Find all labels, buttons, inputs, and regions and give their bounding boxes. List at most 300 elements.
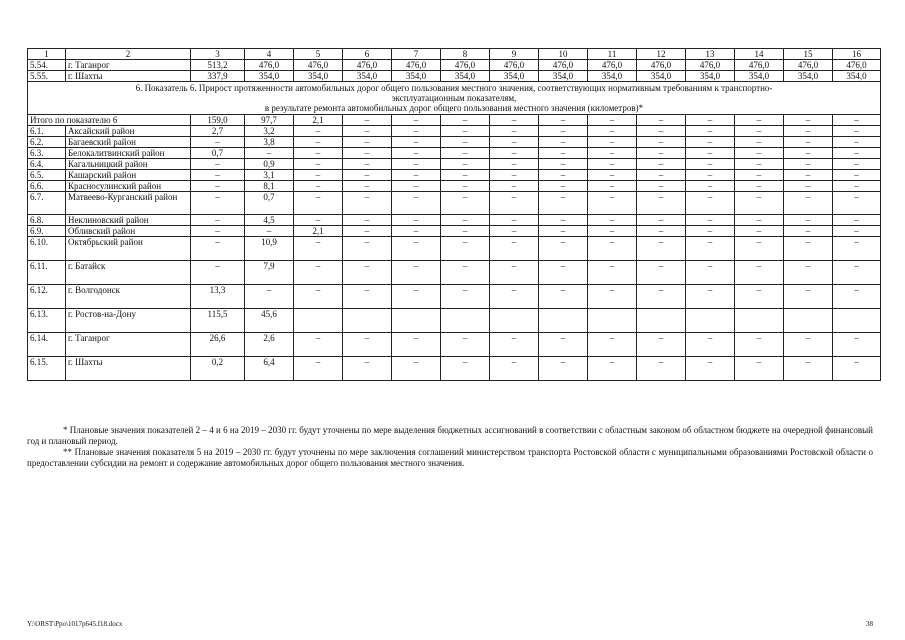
value-cell: – — [588, 159, 637, 170]
value-cell: – — [245, 226, 294, 237]
value-cell: – — [490, 181, 539, 192]
value-cell: – — [392, 333, 441, 357]
value-cell: – — [784, 192, 833, 215]
value-cell: – — [294, 159, 343, 170]
value-cell: – — [392, 357, 441, 381]
value-cell: – — [490, 192, 539, 215]
value-cell: – — [343, 215, 392, 226]
row-name: Белокалитвинский район — [66, 148, 191, 159]
value-cell: – — [490, 261, 539, 285]
value-cell: – — [833, 237, 881, 261]
row-name: Аксайский район — [66, 126, 191, 137]
value-cell: – — [490, 333, 539, 357]
value-cell: – — [735, 115, 784, 126]
value-cell: – — [191, 170, 245, 181]
value-cell: – — [294, 170, 343, 181]
row-number: 6.9. — [28, 226, 66, 237]
row-number: 6.12. — [28, 285, 66, 309]
value-cell: – — [735, 159, 784, 170]
value-cell: – — [441, 261, 490, 285]
value-cell: – — [637, 226, 686, 237]
value-cell: – — [686, 115, 735, 126]
value-cell: – — [539, 285, 588, 309]
value-cell: – — [588, 285, 637, 309]
value-cell: – — [294, 137, 343, 148]
row-number: 6.2. — [28, 137, 66, 148]
column-number: 2 — [66, 49, 191, 60]
column-number: 16 — [833, 49, 881, 60]
value-cell: – — [343, 115, 392, 126]
value-cell: 7,9 — [245, 261, 294, 285]
value-cell: – — [588, 215, 637, 226]
value-cell: – — [539, 126, 588, 137]
value-cell — [539, 309, 588, 333]
table-row — [28, 192, 881, 215]
value-cell: – — [343, 261, 392, 285]
value-cell: – — [735, 285, 784, 309]
value-cell: – — [833, 285, 881, 309]
row-number: 6.5. — [28, 170, 66, 181]
row-name: г. Таганрог — [66, 333, 191, 357]
table-row — [28, 309, 881, 333]
value-cell: – — [392, 181, 441, 192]
value-cell: – — [490, 137, 539, 148]
value-cell: – — [441, 148, 490, 159]
value-cell: – — [833, 137, 881, 148]
column-number: 14 — [735, 49, 784, 60]
column-number: 1 — [28, 49, 66, 60]
column-number: 9 — [490, 49, 539, 60]
value-cell: – — [784, 148, 833, 159]
value-cell — [637, 309, 686, 333]
value-cell: 476,0 — [490, 60, 539, 71]
value-cell: – — [490, 237, 539, 261]
value-cell: – — [588, 226, 637, 237]
table-row — [28, 237, 881, 261]
value-cell: – — [637, 181, 686, 192]
value-cell: – — [392, 285, 441, 309]
value-cell: – — [735, 137, 784, 148]
value-cell: – — [343, 126, 392, 137]
value-cell: – — [539, 137, 588, 148]
value-cell: – — [294, 126, 343, 137]
value-cell: 476,0 — [343, 60, 392, 71]
value-cell: – — [784, 261, 833, 285]
row-name: Кашарский район — [66, 170, 191, 181]
value-cell: 45,6 — [245, 309, 294, 333]
section-title-line: в результате ремонта автомобильных дорог общего пользования местного значения (километров)* — [264, 103, 644, 113]
value-cell: – — [490, 126, 539, 137]
value-cell: – — [637, 357, 686, 381]
value-cell: – — [539, 170, 588, 181]
row-number: 6.11. — [28, 261, 66, 285]
value-cell: – — [637, 159, 686, 170]
row-number: 6.15. — [28, 357, 66, 381]
column-number: 6 — [343, 49, 392, 60]
value-cell: – — [294, 261, 343, 285]
row-name: г. Шахты — [66, 71, 191, 82]
value-cell: – — [441, 126, 490, 137]
value-cell — [490, 309, 539, 333]
value-cell: – — [637, 215, 686, 226]
value-cell: – — [191, 181, 245, 192]
value-cell: – — [686, 215, 735, 226]
value-cell: – — [294, 148, 343, 159]
value-cell: 2,1 — [294, 226, 343, 237]
table-row — [28, 357, 881, 381]
row-number: 6.6. — [28, 181, 66, 192]
value-cell: – — [343, 357, 392, 381]
section-title-line: эксплуатационным показателям, — [391, 93, 517, 103]
value-cell: 476,0 — [294, 60, 343, 71]
value-cell: – — [441, 192, 490, 215]
value-cell: 159,0 — [191, 115, 245, 126]
value-cell: – — [588, 170, 637, 181]
value-cell: – — [490, 148, 539, 159]
value-cell: 476,0 — [686, 60, 735, 71]
value-cell: 354,0 — [539, 71, 588, 82]
value-cell: – — [686, 333, 735, 357]
value-cell: – — [343, 181, 392, 192]
value-cell: – — [686, 148, 735, 159]
value-cell: 337,9 — [191, 71, 245, 82]
total-label: Итого по показателю 6 — [28, 115, 191, 126]
value-cell: – — [735, 215, 784, 226]
row-name: Багаевский район — [66, 137, 191, 148]
value-cell: – — [686, 137, 735, 148]
value-cell: – — [392, 261, 441, 285]
table-row — [28, 261, 881, 285]
value-cell: – — [686, 192, 735, 215]
value-cell: – — [833, 261, 881, 285]
value-cell: – — [784, 226, 833, 237]
value-cell — [833, 309, 881, 333]
value-cell: – — [686, 170, 735, 181]
column-number: 7 — [392, 49, 441, 60]
value-cell: – — [588, 192, 637, 215]
value-cell: 354,0 — [784, 71, 833, 82]
value-cell: – — [637, 261, 686, 285]
value-cell: – — [784, 333, 833, 357]
value-cell — [343, 309, 392, 333]
value-cell: 0,9 — [245, 159, 294, 170]
row-name: г. Батайск — [66, 261, 191, 285]
value-cell: – — [588, 357, 637, 381]
value-cell: 354,0 — [833, 71, 881, 82]
value-cell: – — [588, 181, 637, 192]
value-cell: – — [490, 159, 539, 170]
value-cell: 354,0 — [637, 71, 686, 82]
value-cell: 354,0 — [441, 71, 490, 82]
value-cell — [294, 309, 343, 333]
value-cell: – — [343, 192, 392, 215]
value-cell: – — [343, 148, 392, 159]
value-cell: – — [441, 226, 490, 237]
value-cell: – — [588, 115, 637, 126]
column-number: 12 — [637, 49, 686, 60]
value-cell: – — [588, 237, 637, 261]
total-row — [28, 115, 881, 126]
table-row — [28, 285, 881, 309]
row-name: Обливский район — [66, 226, 191, 237]
value-cell: – — [686, 159, 735, 170]
value-cell: – — [441, 333, 490, 357]
column-number: 4 — [245, 49, 294, 60]
value-cell: – — [686, 357, 735, 381]
value-cell: – — [441, 137, 490, 148]
value-cell: – — [392, 226, 441, 237]
value-cell: 476,0 — [735, 60, 784, 71]
value-cell: – — [637, 237, 686, 261]
value-cell: – — [392, 148, 441, 159]
value-cell: – — [539, 357, 588, 381]
value-cell: 476,0 — [539, 60, 588, 71]
value-cell: – — [539, 159, 588, 170]
value-cell: – — [637, 285, 686, 309]
row-name: Кагальницкий район — [66, 159, 191, 170]
row-number: 6.13. — [28, 309, 66, 333]
row-number: 6.1. — [28, 126, 66, 137]
value-cell: – — [441, 115, 490, 126]
value-cell: 354,0 — [735, 71, 784, 82]
footnotes — [27, 425, 873, 469]
row-name: г. Волгодонск — [66, 285, 191, 309]
row-number: 6.7. — [28, 192, 66, 215]
value-cell: 354,0 — [490, 71, 539, 82]
table-row — [28, 71, 881, 82]
value-cell: 2,1 — [294, 115, 343, 126]
value-cell: – — [392, 215, 441, 226]
value-cell: – — [784, 159, 833, 170]
table-row — [28, 333, 881, 357]
value-cell: – — [191, 192, 245, 215]
value-cell: 476,0 — [637, 60, 686, 71]
value-cell: – — [686, 285, 735, 309]
value-cell: – — [392, 126, 441, 137]
value-cell: – — [441, 170, 490, 181]
value-cell: 6,4 — [245, 357, 294, 381]
value-cell: – — [637, 126, 686, 137]
value-cell: – — [588, 333, 637, 357]
value-cell: – — [637, 137, 686, 148]
value-cell: – — [539, 333, 588, 357]
value-cell: – — [539, 115, 588, 126]
value-cell: 8,1 — [245, 181, 294, 192]
value-cell: – — [539, 148, 588, 159]
value-cell: – — [539, 226, 588, 237]
value-cell: 2,6 — [245, 333, 294, 357]
column-number-row — [28, 49, 881, 60]
value-cell: – — [343, 137, 392, 148]
column-number: 3 — [191, 49, 245, 60]
value-cell: – — [392, 170, 441, 181]
value-cell: – — [735, 226, 784, 237]
table-row — [28, 126, 881, 137]
value-cell: – — [735, 148, 784, 159]
value-cell: 3,2 — [245, 126, 294, 137]
value-cell: 354,0 — [392, 71, 441, 82]
value-cell: – — [784, 181, 833, 192]
value-cell: – — [588, 261, 637, 285]
value-cell — [735, 309, 784, 333]
document-path: Y:\ORST\Ppo\1017p645.f18.docx — [27, 620, 123, 628]
footnote-2: ** Плановые значения показателя 5 на 2019 – 2030 гг. будут уточнены по мере заключения соглашений министерством транспорта Ростовской области с муниципальными образованиями Ростовской области о предоставлении субсидии на ремонт и содержание автомобильных дорог общего пользования местного значения. — [27, 447, 873, 468]
value-cell — [392, 309, 441, 333]
value-cell: – — [735, 333, 784, 357]
value-cell: – — [784, 285, 833, 309]
value-cell: – — [637, 170, 686, 181]
value-cell: – — [588, 148, 637, 159]
value-cell: – — [245, 148, 294, 159]
value-cell: 2,7 — [191, 126, 245, 137]
value-cell: – — [735, 261, 784, 285]
value-cell: – — [294, 215, 343, 226]
table-row — [28, 60, 881, 71]
value-cell: – — [686, 226, 735, 237]
table-row — [28, 137, 881, 148]
value-cell: – — [191, 226, 245, 237]
column-number: 15 — [784, 49, 833, 60]
value-cell: – — [294, 357, 343, 381]
value-cell: – — [637, 192, 686, 215]
value-cell: – — [833, 215, 881, 226]
value-cell: – — [588, 126, 637, 137]
value-cell: – — [833, 226, 881, 237]
row-number: 5.54. — [28, 60, 66, 71]
value-cell: – — [735, 237, 784, 261]
value-cell: – — [392, 137, 441, 148]
value-cell: – — [191, 159, 245, 170]
row-number: 6.8. — [28, 215, 66, 226]
value-cell: – — [441, 357, 490, 381]
value-cell: – — [343, 170, 392, 181]
row-name: г. Шахты — [66, 357, 191, 381]
value-cell: – — [490, 226, 539, 237]
value-cell: – — [245, 285, 294, 309]
value-cell: – — [490, 285, 539, 309]
value-cell: – — [735, 357, 784, 381]
value-cell: – — [343, 159, 392, 170]
value-cell: – — [490, 357, 539, 381]
value-cell: – — [833, 159, 881, 170]
value-cell: – — [686, 237, 735, 261]
value-cell: – — [784, 126, 833, 137]
value-cell: – — [191, 137, 245, 148]
value-cell: – — [191, 261, 245, 285]
value-cell: – — [784, 237, 833, 261]
value-cell: 0,2 — [191, 357, 245, 381]
value-cell: – — [833, 181, 881, 192]
value-cell: – — [833, 357, 881, 381]
value-cell: – — [392, 159, 441, 170]
value-cell: – — [392, 115, 441, 126]
value-cell: 476,0 — [588, 60, 637, 71]
section-title-line: 6. Показатель 6. Прирост протяженности автомобильных дорог общего пользования местного значения, соответствующих нормативным требованиям к транспортно- — [135, 83, 773, 93]
value-cell: 13,3 — [191, 285, 245, 309]
value-cell: 476,0 — [392, 60, 441, 71]
value-cell: – — [490, 115, 539, 126]
footnote-1: * Плановые значения показателей 2 – 4 и 6 на 2019 – 2030 гг. будут уточнены по мере выделения бюджетных ассигнований в соответствии с областным законом об областном бюджете на очередной финансовый год и плановый период. — [27, 425, 873, 446]
value-cell: – — [490, 170, 539, 181]
value-cell: – — [294, 192, 343, 215]
value-cell: 0,7 — [191, 148, 245, 159]
row-name: г. Ростов-на-Дону — [66, 309, 191, 333]
value-cell: – — [784, 115, 833, 126]
value-cell: 354,0 — [343, 71, 392, 82]
value-cell: – — [784, 215, 833, 226]
row-name: Октябрьский район — [66, 237, 191, 261]
value-cell: – — [637, 148, 686, 159]
value-cell: – — [191, 237, 245, 261]
value-cell: 476,0 — [833, 60, 881, 71]
value-cell: – — [343, 285, 392, 309]
section-title-row — [28, 82, 881, 115]
value-cell: – — [686, 181, 735, 192]
value-cell: – — [343, 333, 392, 357]
column-number: 13 — [686, 49, 735, 60]
value-cell: – — [441, 215, 490, 226]
column-number: 10 — [539, 49, 588, 60]
value-cell: – — [833, 170, 881, 181]
row-name: Матвеево-Курганский район — [66, 192, 191, 215]
value-cell: 4,5 — [245, 215, 294, 226]
value-cell: – — [637, 115, 686, 126]
value-cell: – — [441, 181, 490, 192]
table-row — [28, 181, 881, 192]
indicator-table — [27, 48, 881, 381]
value-cell: – — [539, 215, 588, 226]
value-cell: 354,0 — [245, 71, 294, 82]
value-cell: – — [735, 170, 784, 181]
value-cell: – — [637, 333, 686, 357]
value-cell: 476,0 — [784, 60, 833, 71]
value-cell: 476,0 — [441, 60, 490, 71]
table-row — [28, 215, 881, 226]
value-cell: – — [686, 126, 735, 137]
table-row — [28, 148, 881, 159]
value-cell — [686, 309, 735, 333]
value-cell: – — [833, 333, 881, 357]
column-number: 5 — [294, 49, 343, 60]
value-cell — [588, 309, 637, 333]
value-cell: – — [833, 115, 881, 126]
row-number: 6.14. — [28, 333, 66, 357]
value-cell: – — [539, 181, 588, 192]
value-cell: – — [343, 226, 392, 237]
value-cell: – — [539, 192, 588, 215]
column-number: 11 — [588, 49, 637, 60]
value-cell: – — [784, 170, 833, 181]
value-cell: – — [294, 285, 343, 309]
value-cell: – — [833, 192, 881, 215]
value-cell: – — [191, 215, 245, 226]
value-cell: – — [294, 333, 343, 357]
value-cell: 354,0 — [686, 71, 735, 82]
column-number: 8 — [441, 49, 490, 60]
value-cell: 3,1 — [245, 170, 294, 181]
table-row — [28, 226, 881, 237]
value-cell: – — [441, 159, 490, 170]
value-cell: – — [833, 126, 881, 137]
value-cell: – — [392, 237, 441, 261]
value-cell: 0,7 — [245, 192, 294, 215]
value-cell: 26,6 — [191, 333, 245, 357]
table-row — [28, 159, 881, 170]
row-number: 5.55. — [28, 71, 66, 82]
value-cell: – — [343, 237, 392, 261]
value-cell: – — [735, 192, 784, 215]
value-cell: – — [539, 237, 588, 261]
